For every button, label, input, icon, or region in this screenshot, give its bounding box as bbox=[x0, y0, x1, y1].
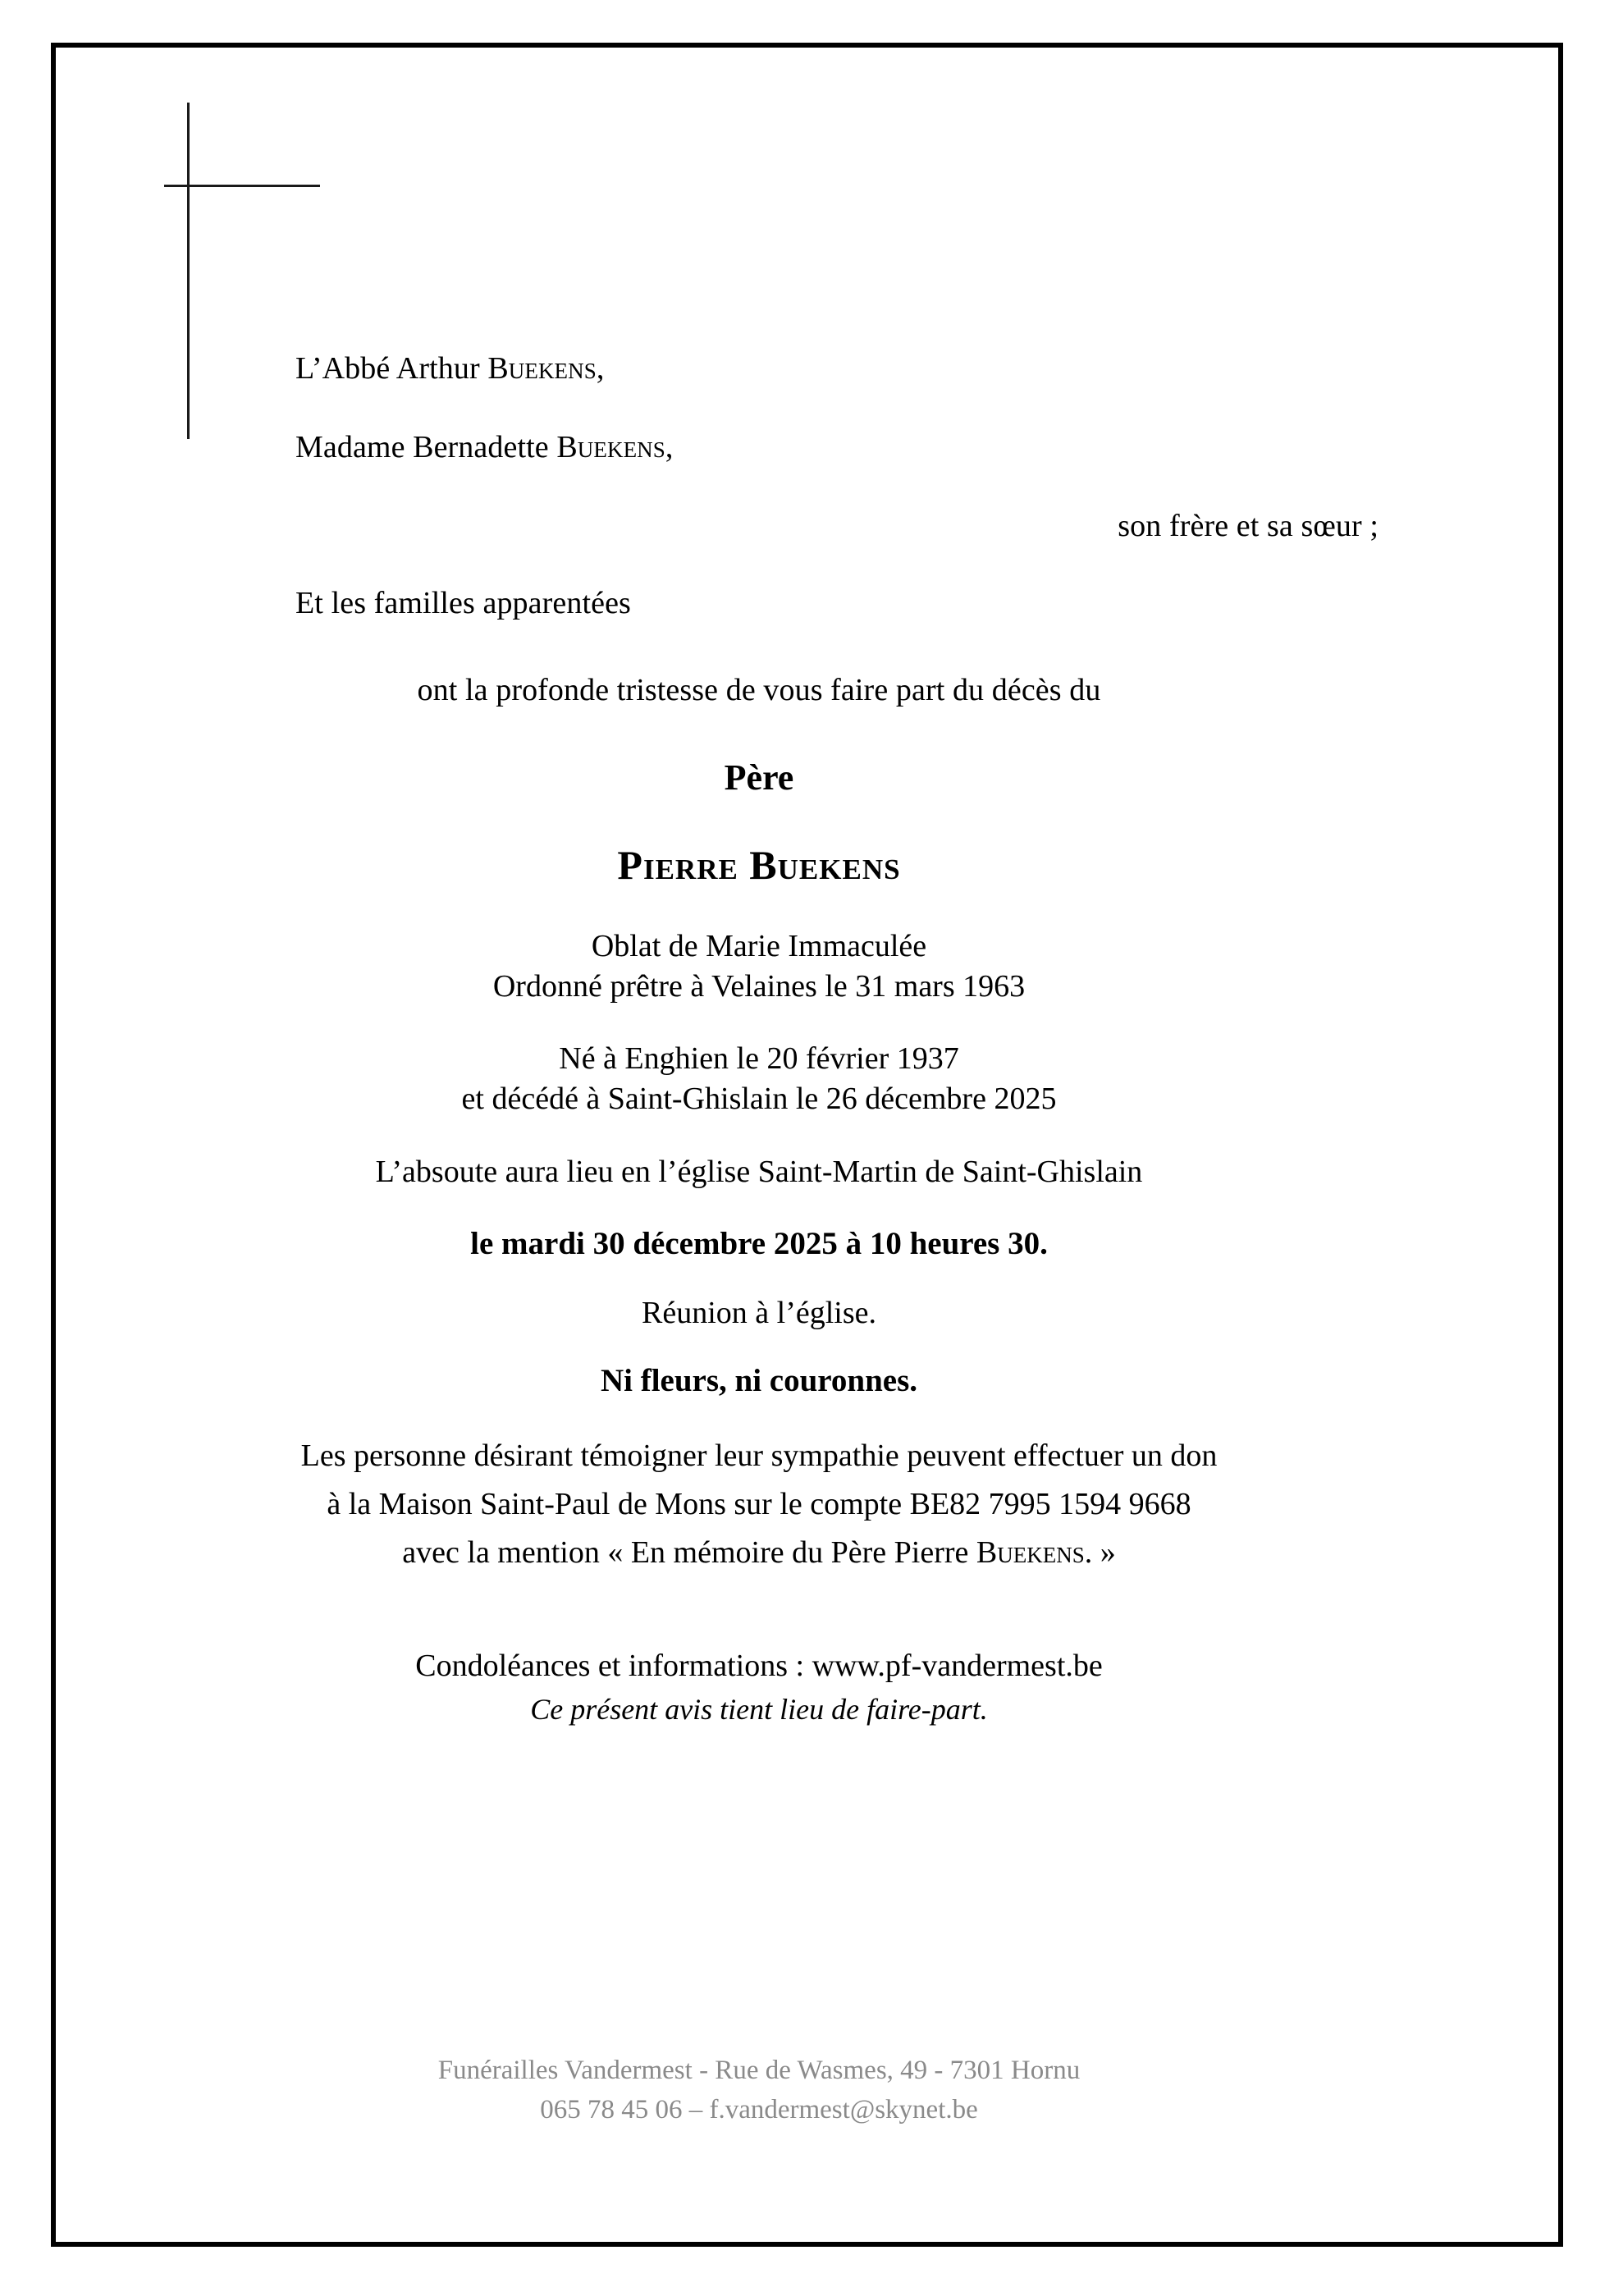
families-text: Et les familles apparentées bbox=[295, 586, 631, 620]
deceased-birth: Né à Enghien le 20 février 1937 bbox=[559, 1041, 959, 1077]
no-flowers-note: Ni fleurs, ni couronnes. bbox=[600, 1362, 918, 1398]
donation-mention-surname: Buekens bbox=[976, 1534, 1085, 1570]
deceased-order: Oblat de Marie Immaculée bbox=[591, 929, 927, 963]
ceremony-place: L’absoute aura lieu en l’église Saint-Martin de Saint-Ghislain bbox=[375, 1154, 1143, 1189]
deceased-name: Pierre Buekens bbox=[617, 842, 901, 888]
mourner-line-2 bbox=[98, 432, 1420, 463]
ceremony-datetime: le mardi 30 décembre 2025 à 10 heures 30. bbox=[470, 1225, 1048, 1261]
deceased-vocation-block bbox=[98, 926, 1420, 1006]
donation-mention-prefix: avec la mention « En mémoire du Père Pierre bbox=[402, 1534, 976, 1570]
mourner-1-surname: Buekens, bbox=[487, 351, 605, 386]
deceased-dates-block bbox=[98, 1039, 1420, 1118]
mourner-2-prefix: Madame Bernadette bbox=[295, 430, 557, 464]
faire-part-note: Ce présent avis tient lieu de faire-part. bbox=[530, 1692, 988, 1726]
condolences-text[interactable]: Condoléances et informations : www.pf-vandermest.be bbox=[415, 1648, 1103, 1683]
funeral-home-footer bbox=[98, 2051, 1420, 2130]
funeral-home-contact[interactable]: 065 78 45 06 – f.vandermest@skynet.be bbox=[540, 2094, 978, 2124]
donation-line-3 bbox=[98, 1529, 1420, 1577]
deceased-title: Père bbox=[724, 757, 794, 798]
deceased-death: et décédé à Saint-Ghislain le 26 décembre 2025 bbox=[461, 1081, 1057, 1116]
announcement-text: ont la profonde tristesse de vous faire part du décès du bbox=[417, 673, 1101, 707]
funeral-home-address: Funérailles Vandermest - Rue de Wasmes, 49 - 7301 Hornu bbox=[437, 2056, 1081, 2085]
cross-horizontal-bar bbox=[164, 185, 320, 187]
deceased-ordination: Ordonné prêtre à Velaines le 31 mars 1963 bbox=[492, 968, 1026, 1004]
notice-body bbox=[98, 353, 1420, 1727]
mourner-2-surname: Buekens, bbox=[556, 430, 674, 464]
relation-text: son frère et sa sœur ; bbox=[1118, 509, 1379, 543]
donation-block bbox=[98, 1432, 1420, 1577]
mourner-1-prefix: L’Abbé Arthur bbox=[295, 351, 488, 386]
donation-line-1: Les personne désirant témoigner leur sympathie peuvent effectuer un don bbox=[300, 1438, 1218, 1473]
donation-line-2: à la Maison Saint-Paul de Mons sur le compte BE82 7995 1594 9668 bbox=[327, 1486, 1191, 1521]
donation-mention-suffix: . » bbox=[1084, 1534, 1116, 1570]
mourner-line-1 bbox=[98, 353, 1420, 384]
ceremony-meeting: Réunion à l’église. bbox=[642, 1295, 876, 1330]
